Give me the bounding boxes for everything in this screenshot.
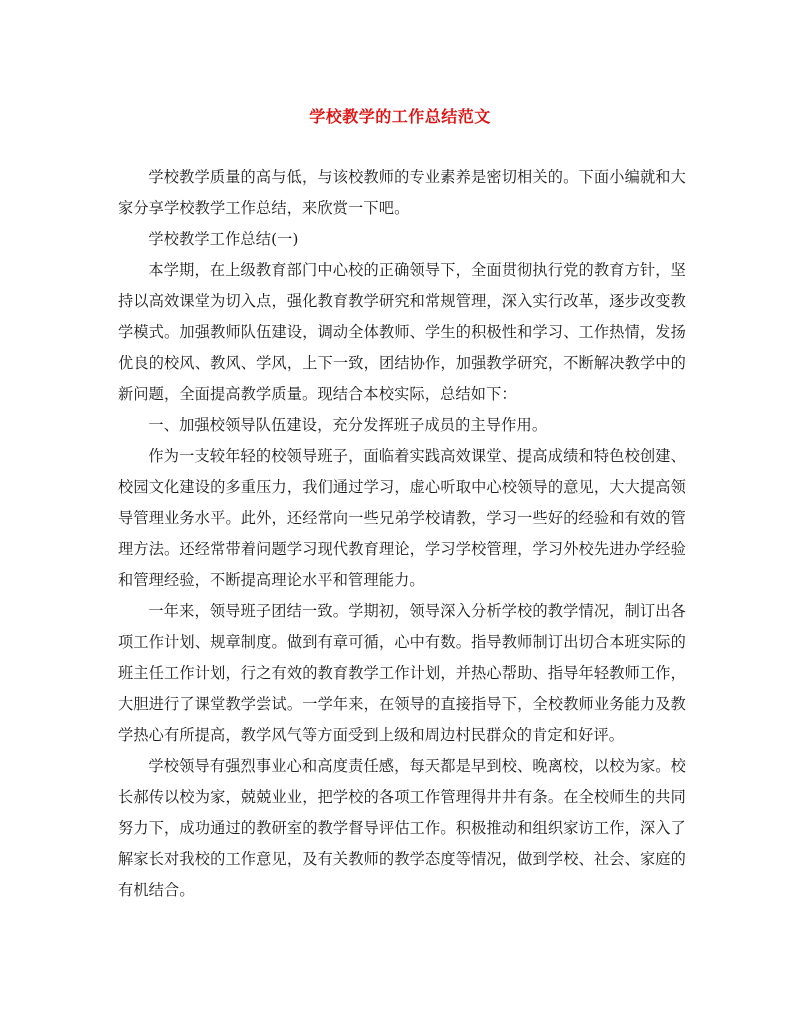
paragraph-intro: 学校教学质量的高与低，与该校教师的专业素养是密切相关的。下面小编就和大家分享学校教学工作总结，来欣赏一下吧。 [118,168,686,217]
document-body [118,162,686,906]
paragraph-responsibility: 学校领导有强烈事业心和高度责任感，每天都是早到校、晚离校，以校为家。校长郝传以校为家，兢兢业业，把学校的各项工作管理得井井有条。在全校师生的共同努力下，成功通过的教研室的教学督导评估工作。积极推动和组织家访工作，深入了解家长对我校的工作意见，及有关教师的教学态度等情况，做到学校、社会、家庭的有机结合。 [118,757,686,899]
paragraph-overview: 本学期，在上级教育部门中心校的正确领导下，全面贯彻执行党的教育方针，坚持以高效课堂为切入点，强化教育教学研究和常规管理，深入实行改革，逐步改变教学模式。加强教师队伍建设，调动全体教师、学生的积极性和学习、工作热情，发扬优良的校风、教风、学风，上下一致，团结协作，加强教学研究，不断解决教学中的新问题，全面提高教学质量。现结合本校实际，总结如下： [118,261,686,403]
document-title: 学校教学的工作总结范文 [309,107,491,126]
paragraph-point-one: 一、加强校领导队伍建设，充分发挥班子成员的主导作用。 [148,416,548,434]
paragraph-leadership-learning: 作为一支较年轻的校领导班子，面临着实践高效课堂、提高成绩和特色校创建、校园文化建设的多重压力，我们通过学习，虚心听取中心校领导的意见，大大提高领导管理业务水平。此外，还经常向一些兄弟学校请教，学习一些好的经验和有效的管理方法。还经常带着问题学习现代教育理论，学习学校管理，学习外校先进办学经验和管理经验，不断提高理论水平和管理能力。 [118,447,686,589]
paragraph-section-heading: 学校教学工作总结(一) [148,230,299,248]
paragraph-team-unity: 一年来，领导班子团结一致。学期初，领导深入分析学校的教学情况，制订出各项工作计划、规章制度。做到有章可循，心中有数。指导教师制订出切合本班实际的班主任工作计划，行之有效的教育教学工作计划，并热心帮助、指导年轻教师工作，大胆进行了课堂教学尝试。一学年来，在领导的直接指导下，全校教师业务能力及教学热心有所提高，教学风气等方面受到上级和周边村民群众的肯定和好评。 [118,602,686,744]
